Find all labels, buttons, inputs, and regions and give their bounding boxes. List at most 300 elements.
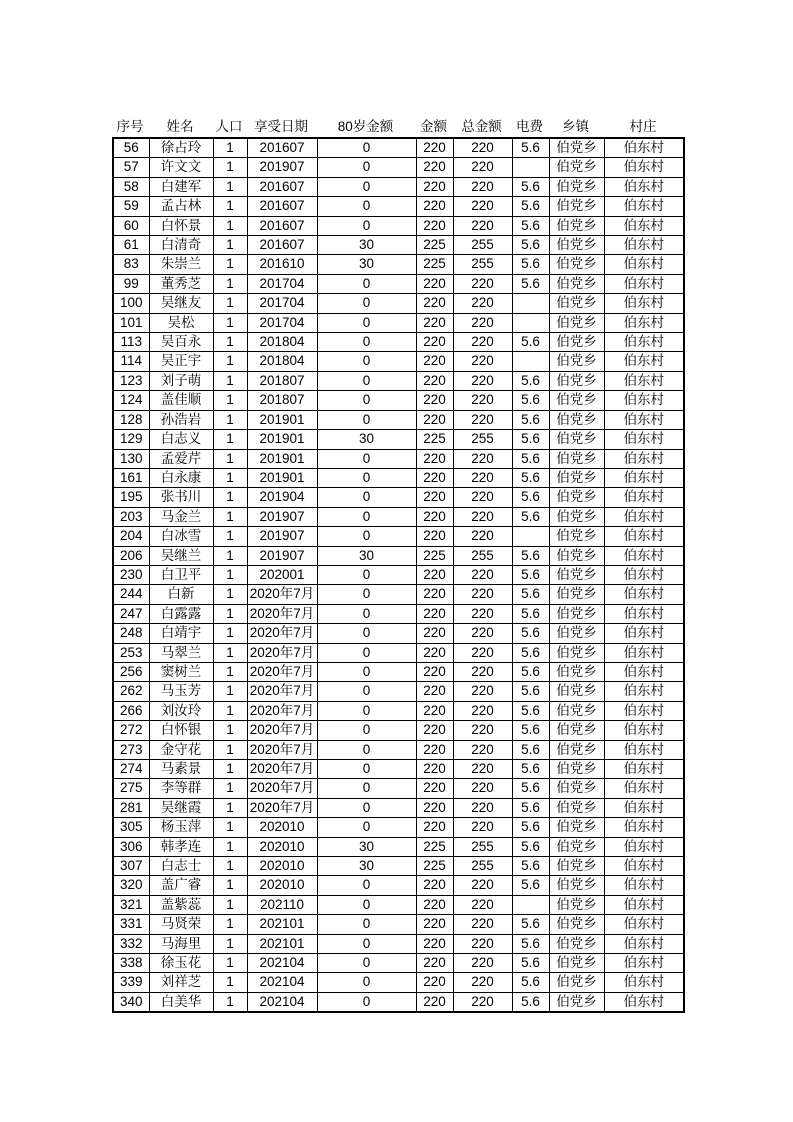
cell-serial: 244 — [113, 585, 149, 604]
cell-amount: 220 — [416, 333, 453, 352]
cell-population: 1 — [213, 585, 247, 604]
cell-township: 伯党乡 — [549, 682, 604, 701]
cell-name: 董秀芝 — [149, 274, 213, 293]
cell-serial: 100 — [113, 294, 149, 313]
cell-electricity: 5.6 — [512, 721, 549, 740]
cell-population: 1 — [213, 760, 247, 779]
cell-amount: 220 — [416, 197, 453, 216]
cell-township: 伯党乡 — [549, 352, 604, 371]
cell-total: 220 — [453, 895, 512, 914]
cell-village: 伯东村 — [604, 294, 684, 313]
cell-electricity — [512, 294, 549, 313]
cell-amount: 220 — [416, 798, 453, 817]
cell-date: 201607 — [247, 138, 317, 158]
cell-electricity: 5.6 — [512, 216, 549, 235]
cell-amount: 220 — [416, 682, 453, 701]
cell-serial: 321 — [113, 895, 149, 914]
cell-electricity: 5.6 — [512, 876, 549, 895]
cell-name: 徐玉花 — [149, 954, 213, 973]
cell-amount: 220 — [416, 760, 453, 779]
cell-amount: 220 — [416, 410, 453, 429]
table-row — [113, 371, 684, 390]
table-row — [113, 721, 684, 740]
cell-amount: 220 — [416, 391, 453, 410]
cell-date: 201804 — [247, 352, 317, 371]
cell-electricity: 5.6 — [512, 468, 549, 487]
cell-population: 1 — [213, 177, 247, 196]
cell-township: 伯党乡 — [549, 662, 604, 681]
cell-amount: 220 — [416, 915, 453, 934]
cell-electricity: 5.6 — [512, 740, 549, 759]
cell-name: 白怀银 — [149, 721, 213, 740]
cell-name: 白志士 — [149, 857, 213, 876]
table-row — [113, 662, 684, 681]
cell-name: 刘子萌 — [149, 371, 213, 390]
cell-total: 220 — [453, 488, 512, 507]
cell-township: 伯党乡 — [549, 876, 604, 895]
table-row — [113, 546, 684, 565]
cell-total: 220 — [453, 740, 512, 759]
cell-total: 220 — [453, 798, 512, 817]
cell-electricity: 5.6 — [512, 255, 549, 274]
cell-electricity: 5.6 — [512, 197, 549, 216]
cell-name: 刘祥芝 — [149, 973, 213, 992]
cell-serial: 60 — [113, 216, 149, 235]
cell-electricity: 5.6 — [512, 585, 549, 604]
cell-electricity: 5.6 — [512, 857, 549, 876]
cell-population: 1 — [213, 721, 247, 740]
cell-village: 伯东村 — [604, 430, 684, 449]
cell-electricity: 5.6 — [512, 973, 549, 992]
cell-population: 1 — [213, 216, 247, 235]
table-row — [113, 798, 684, 817]
cell-total: 255 — [453, 236, 512, 255]
cell-township: 伯党乡 — [549, 721, 604, 740]
cell-population: 1 — [213, 779, 247, 798]
cell-date: 2020年7月 — [247, 798, 317, 817]
column-header-amount: 金额 — [420, 118, 447, 134]
cell-serial: 204 — [113, 527, 149, 546]
cell-electricity: 5.6 — [512, 449, 549, 468]
cell-name: 朱崇兰 — [149, 255, 213, 274]
cell-date: 2020年7月 — [247, 585, 317, 604]
cell-village: 伯东村 — [604, 333, 684, 352]
column-header-serial: 序号 — [116, 118, 144, 134]
cell-total: 220 — [453, 449, 512, 468]
cell-electricity: 5.6 — [512, 274, 549, 293]
cell-date: 2020年7月 — [247, 604, 317, 623]
cell-total: 220 — [453, 333, 512, 352]
column-header-village: 村庄 — [629, 118, 657, 134]
cell-township: 伯党乡 — [549, 895, 604, 914]
cell-amount: 220 — [416, 371, 453, 390]
cell-date: 202010 — [247, 857, 317, 876]
table-row — [113, 857, 684, 876]
cell-total: 220 — [453, 274, 512, 293]
cell-population: 1 — [213, 488, 247, 507]
table-row — [113, 934, 684, 953]
cell-township: 伯党乡 — [549, 197, 604, 216]
cell-electricity: 5.6 — [512, 236, 549, 255]
cell-total: 255 — [453, 430, 512, 449]
table-row — [113, 895, 684, 914]
cell-total: 220 — [453, 876, 512, 895]
cell-village: 伯东村 — [604, 798, 684, 817]
cell-amount80: 0 — [317, 662, 416, 681]
cell-township: 伯党乡 — [549, 973, 604, 992]
cell-total: 220 — [453, 624, 512, 643]
column-header-date: 享受日期 — [254, 118, 308, 134]
cell-population: 1 — [213, 934, 247, 953]
cell-electricity: 5.6 — [512, 565, 549, 584]
cell-total: 220 — [453, 565, 512, 584]
cell-amount: 220 — [416, 895, 453, 914]
table-row — [113, 565, 684, 584]
cell-date: 201907 — [247, 507, 317, 526]
cell-amount: 220 — [416, 624, 453, 643]
cell-population: 1 — [213, 915, 247, 934]
table-row — [113, 391, 684, 410]
cell-total: 220 — [453, 643, 512, 662]
cell-electricity: 5.6 — [512, 934, 549, 953]
cell-total: 220 — [453, 915, 512, 934]
cell-serial: 99 — [113, 274, 149, 293]
cell-amount80: 0 — [317, 197, 416, 216]
cell-electricity — [512, 895, 549, 914]
cell-total: 220 — [453, 662, 512, 681]
cell-date: 201904 — [247, 488, 317, 507]
cell-name: 白怀景 — [149, 216, 213, 235]
cell-electricity: 5.6 — [512, 604, 549, 623]
cell-village: 伯东村 — [604, 915, 684, 934]
cell-serial: 273 — [113, 740, 149, 759]
cell-amount80: 0 — [317, 313, 416, 332]
cell-population: 1 — [213, 740, 247, 759]
cell-amount: 220 — [416, 876, 453, 895]
cell-amount80: 0 — [317, 468, 416, 487]
cell-amount80: 0 — [317, 294, 416, 313]
cell-amount80: 0 — [317, 585, 416, 604]
cell-serial: 114 — [113, 352, 149, 371]
cell-amount: 225 — [416, 837, 453, 856]
column-header-name: 姓名 — [166, 118, 194, 134]
cell-village: 伯东村 — [604, 352, 684, 371]
cell-electricity: 5.6 — [512, 643, 549, 662]
cell-serial: 320 — [113, 876, 149, 895]
cell-amount80: 0 — [317, 992, 416, 1012]
cell-name: 吴继友 — [149, 294, 213, 313]
table-row — [113, 837, 684, 856]
cell-total: 220 — [453, 585, 512, 604]
cell-village: 伯东村 — [604, 701, 684, 720]
cell-village: 伯东村 — [604, 565, 684, 584]
cell-total: 220 — [453, 934, 512, 953]
cell-population: 1 — [213, 604, 247, 623]
cell-serial: 256 — [113, 662, 149, 681]
cell-village: 伯东村 — [604, 468, 684, 487]
cell-village: 伯东村 — [604, 488, 684, 507]
cell-name: 白卫平 — [149, 565, 213, 584]
cell-total: 220 — [453, 371, 512, 390]
cell-electricity: 5.6 — [512, 818, 549, 837]
cell-township: 伯党乡 — [549, 255, 604, 274]
cell-township: 伯党乡 — [549, 158, 604, 177]
cell-total: 220 — [453, 468, 512, 487]
cell-electricity: 5.6 — [512, 391, 549, 410]
table-row — [113, 992, 684, 1012]
table-row — [113, 274, 684, 293]
cell-amount: 220 — [416, 527, 453, 546]
cell-village: 伯东村 — [604, 992, 684, 1012]
column-header-electricity: 电费 — [516, 118, 543, 134]
cell-electricity: 5.6 — [512, 488, 549, 507]
cell-population: 1 — [213, 410, 247, 429]
cell-township: 伯党乡 — [549, 565, 604, 584]
cell-village: 伯东村 — [604, 371, 684, 390]
cell-date: 2020年7月 — [247, 662, 317, 681]
table-row — [113, 954, 684, 973]
cell-township: 伯党乡 — [549, 992, 604, 1012]
cell-amount80: 30 — [317, 546, 416, 565]
cell-electricity: 5.6 — [512, 798, 549, 817]
table-row — [113, 410, 684, 429]
cell-population: 1 — [213, 857, 247, 876]
cell-amount80: 0 — [317, 488, 416, 507]
cell-electricity: 5.6 — [512, 837, 549, 856]
cell-amount80: 0 — [317, 798, 416, 817]
table-body — [113, 138, 684, 1012]
cell-amount80: 0 — [317, 895, 416, 914]
cell-township: 伯党乡 — [549, 391, 604, 410]
cell-name: 白新 — [149, 585, 213, 604]
cell-township: 伯党乡 — [549, 313, 604, 332]
table-row — [113, 624, 684, 643]
cell-electricity — [512, 527, 549, 546]
cell-population: 1 — [213, 818, 247, 837]
cell-village: 伯东村 — [604, 954, 684, 973]
table-row — [113, 973, 684, 992]
cell-name: 马玉芳 — [149, 682, 213, 701]
cell-date: 2020年7月 — [247, 740, 317, 759]
cell-serial: 305 — [113, 818, 149, 837]
cell-electricity: 5.6 — [512, 992, 549, 1012]
cell-amount: 220 — [416, 138, 453, 158]
cell-name: 韩孝连 — [149, 837, 213, 856]
cell-total: 220 — [453, 721, 512, 740]
cell-date: 201907 — [247, 158, 317, 177]
cell-amount80: 0 — [317, 934, 416, 953]
cell-serial: 83 — [113, 255, 149, 274]
cell-electricity — [512, 158, 549, 177]
cell-township: 伯党乡 — [549, 430, 604, 449]
cell-amount: 220 — [416, 604, 453, 623]
table-row — [113, 177, 684, 196]
cell-amount80: 0 — [317, 954, 416, 973]
cell-village: 伯东村 — [604, 546, 684, 565]
cell-total: 220 — [453, 604, 512, 623]
cell-amount: 220 — [416, 818, 453, 837]
cell-township: 伯党乡 — [549, 138, 604, 158]
cell-electricity: 5.6 — [512, 138, 549, 158]
table-row — [113, 488, 684, 507]
cell-amount80: 0 — [317, 507, 416, 526]
cell-amount: 225 — [416, 546, 453, 565]
cell-serial: 338 — [113, 954, 149, 973]
cell-serial: 332 — [113, 934, 149, 953]
cell-population: 1 — [213, 138, 247, 158]
cell-name: 白建军 — [149, 177, 213, 196]
cell-serial: 340 — [113, 992, 149, 1012]
cell-serial: 195 — [113, 488, 149, 507]
cell-electricity — [512, 352, 549, 371]
cell-serial: 274 — [113, 760, 149, 779]
cell-total: 220 — [453, 779, 512, 798]
table-column-headers — [112, 112, 683, 137]
cell-serial: 58 — [113, 177, 149, 196]
cell-total: 220 — [453, 158, 512, 177]
cell-serial: 307 — [113, 857, 149, 876]
table-row — [113, 430, 684, 449]
cell-date: 201907 — [247, 546, 317, 565]
cell-population: 1 — [213, 294, 247, 313]
cell-amount: 225 — [416, 236, 453, 255]
cell-serial: 281 — [113, 798, 149, 817]
cell-population: 1 — [213, 391, 247, 410]
cell-village: 伯东村 — [604, 391, 684, 410]
cell-name: 白冰雪 — [149, 527, 213, 546]
column-header-population: 人口 — [215, 118, 243, 134]
cell-township: 伯党乡 — [549, 449, 604, 468]
table-row — [113, 779, 684, 798]
cell-total: 220 — [453, 294, 512, 313]
cell-serial: 306 — [113, 837, 149, 856]
cell-population: 1 — [213, 527, 247, 546]
cell-date: 2020年7月 — [247, 760, 317, 779]
cell-date: 202010 — [247, 876, 317, 895]
table-row — [113, 740, 684, 759]
cell-amount: 220 — [416, 507, 453, 526]
table-row — [113, 197, 684, 216]
cell-date: 202010 — [247, 837, 317, 856]
cell-total: 220 — [453, 410, 512, 429]
table-row — [113, 604, 684, 623]
cell-date: 202010 — [247, 818, 317, 837]
cell-village: 伯东村 — [604, 507, 684, 526]
cell-population: 1 — [213, 449, 247, 468]
cell-population: 1 — [213, 352, 247, 371]
cell-date: 201901 — [247, 410, 317, 429]
cell-township: 伯党乡 — [549, 274, 604, 293]
cell-serial: 56 — [113, 138, 149, 158]
cell-amount80: 0 — [317, 701, 416, 720]
column-header-amount80: 80岁金额 — [337, 118, 394, 134]
column-header-total: 总金额 — [461, 118, 502, 134]
benefits-table — [112, 137, 685, 1013]
cell-amount80: 0 — [317, 973, 416, 992]
cell-population: 1 — [213, 255, 247, 274]
cell-total: 220 — [453, 352, 512, 371]
cell-electricity: 5.6 — [512, 954, 549, 973]
cell-village: 伯东村 — [604, 837, 684, 856]
cell-township: 伯党乡 — [549, 604, 604, 623]
cell-township: 伯党乡 — [549, 410, 604, 429]
cell-village: 伯东村 — [604, 973, 684, 992]
cell-name: 徐占玲 — [149, 138, 213, 158]
cell-serial: 161 — [113, 468, 149, 487]
table-row — [113, 682, 684, 701]
cell-population: 1 — [213, 274, 247, 293]
cell-village: 伯东村 — [604, 876, 684, 895]
cell-date: 2020年7月 — [247, 701, 317, 720]
cell-population: 1 — [213, 973, 247, 992]
cell-village: 伯东村 — [604, 682, 684, 701]
cell-village: 伯东村 — [604, 527, 684, 546]
table-row — [113, 585, 684, 604]
table-row — [113, 313, 684, 332]
cell-population: 1 — [213, 895, 247, 914]
cell-amount: 220 — [416, 954, 453, 973]
cell-amount80: 30 — [317, 255, 416, 274]
cell-amount: 220 — [416, 585, 453, 604]
cell-electricity: 5.6 — [512, 371, 549, 390]
cell-electricity: 5.6 — [512, 546, 549, 565]
cell-village: 伯东村 — [604, 895, 684, 914]
cell-date: 2020年7月 — [247, 779, 317, 798]
cell-township: 伯党乡 — [549, 371, 604, 390]
cell-serial: 203 — [113, 507, 149, 526]
cell-serial: 247 — [113, 604, 149, 623]
cell-amount80: 0 — [317, 915, 416, 934]
cell-village: 伯东村 — [604, 818, 684, 837]
cell-amount80: 0 — [317, 216, 416, 235]
cell-population: 1 — [213, 798, 247, 817]
cell-electricity: 5.6 — [512, 915, 549, 934]
cell-population: 1 — [213, 333, 247, 352]
cell-population: 1 — [213, 197, 247, 216]
cell-amount: 220 — [416, 352, 453, 371]
cell-electricity: 5.6 — [512, 760, 549, 779]
cell-amount80: 0 — [317, 876, 416, 895]
cell-serial: 275 — [113, 779, 149, 798]
cell-amount80: 0 — [317, 333, 416, 352]
cell-name: 白靖宇 — [149, 624, 213, 643]
cell-amount80: 0 — [317, 158, 416, 177]
cell-amount: 220 — [416, 158, 453, 177]
cell-total: 220 — [453, 507, 512, 526]
cell-township: 伯党乡 — [549, 857, 604, 876]
cell-total: 220 — [453, 954, 512, 973]
table-row — [113, 876, 684, 895]
cell-village: 伯东村 — [604, 624, 684, 643]
cell-amount80: 0 — [317, 565, 416, 584]
cell-name: 吴松 — [149, 313, 213, 332]
cell-date: 201607 — [247, 177, 317, 196]
cell-total: 220 — [453, 992, 512, 1012]
cell-total: 220 — [453, 391, 512, 410]
cell-amount: 220 — [416, 274, 453, 293]
cell-amount80: 30 — [317, 236, 416, 255]
cell-serial: 129 — [113, 430, 149, 449]
cell-date: 201807 — [247, 391, 317, 410]
cell-township: 伯党乡 — [549, 585, 604, 604]
cell-village: 伯东村 — [604, 158, 684, 177]
cell-population: 1 — [213, 371, 247, 390]
table-row — [113, 468, 684, 487]
cell-name: 孟爱芹 — [149, 449, 213, 468]
cell-date: 202001 — [247, 565, 317, 584]
cell-date: 201901 — [247, 468, 317, 487]
cell-village: 伯东村 — [604, 313, 684, 332]
